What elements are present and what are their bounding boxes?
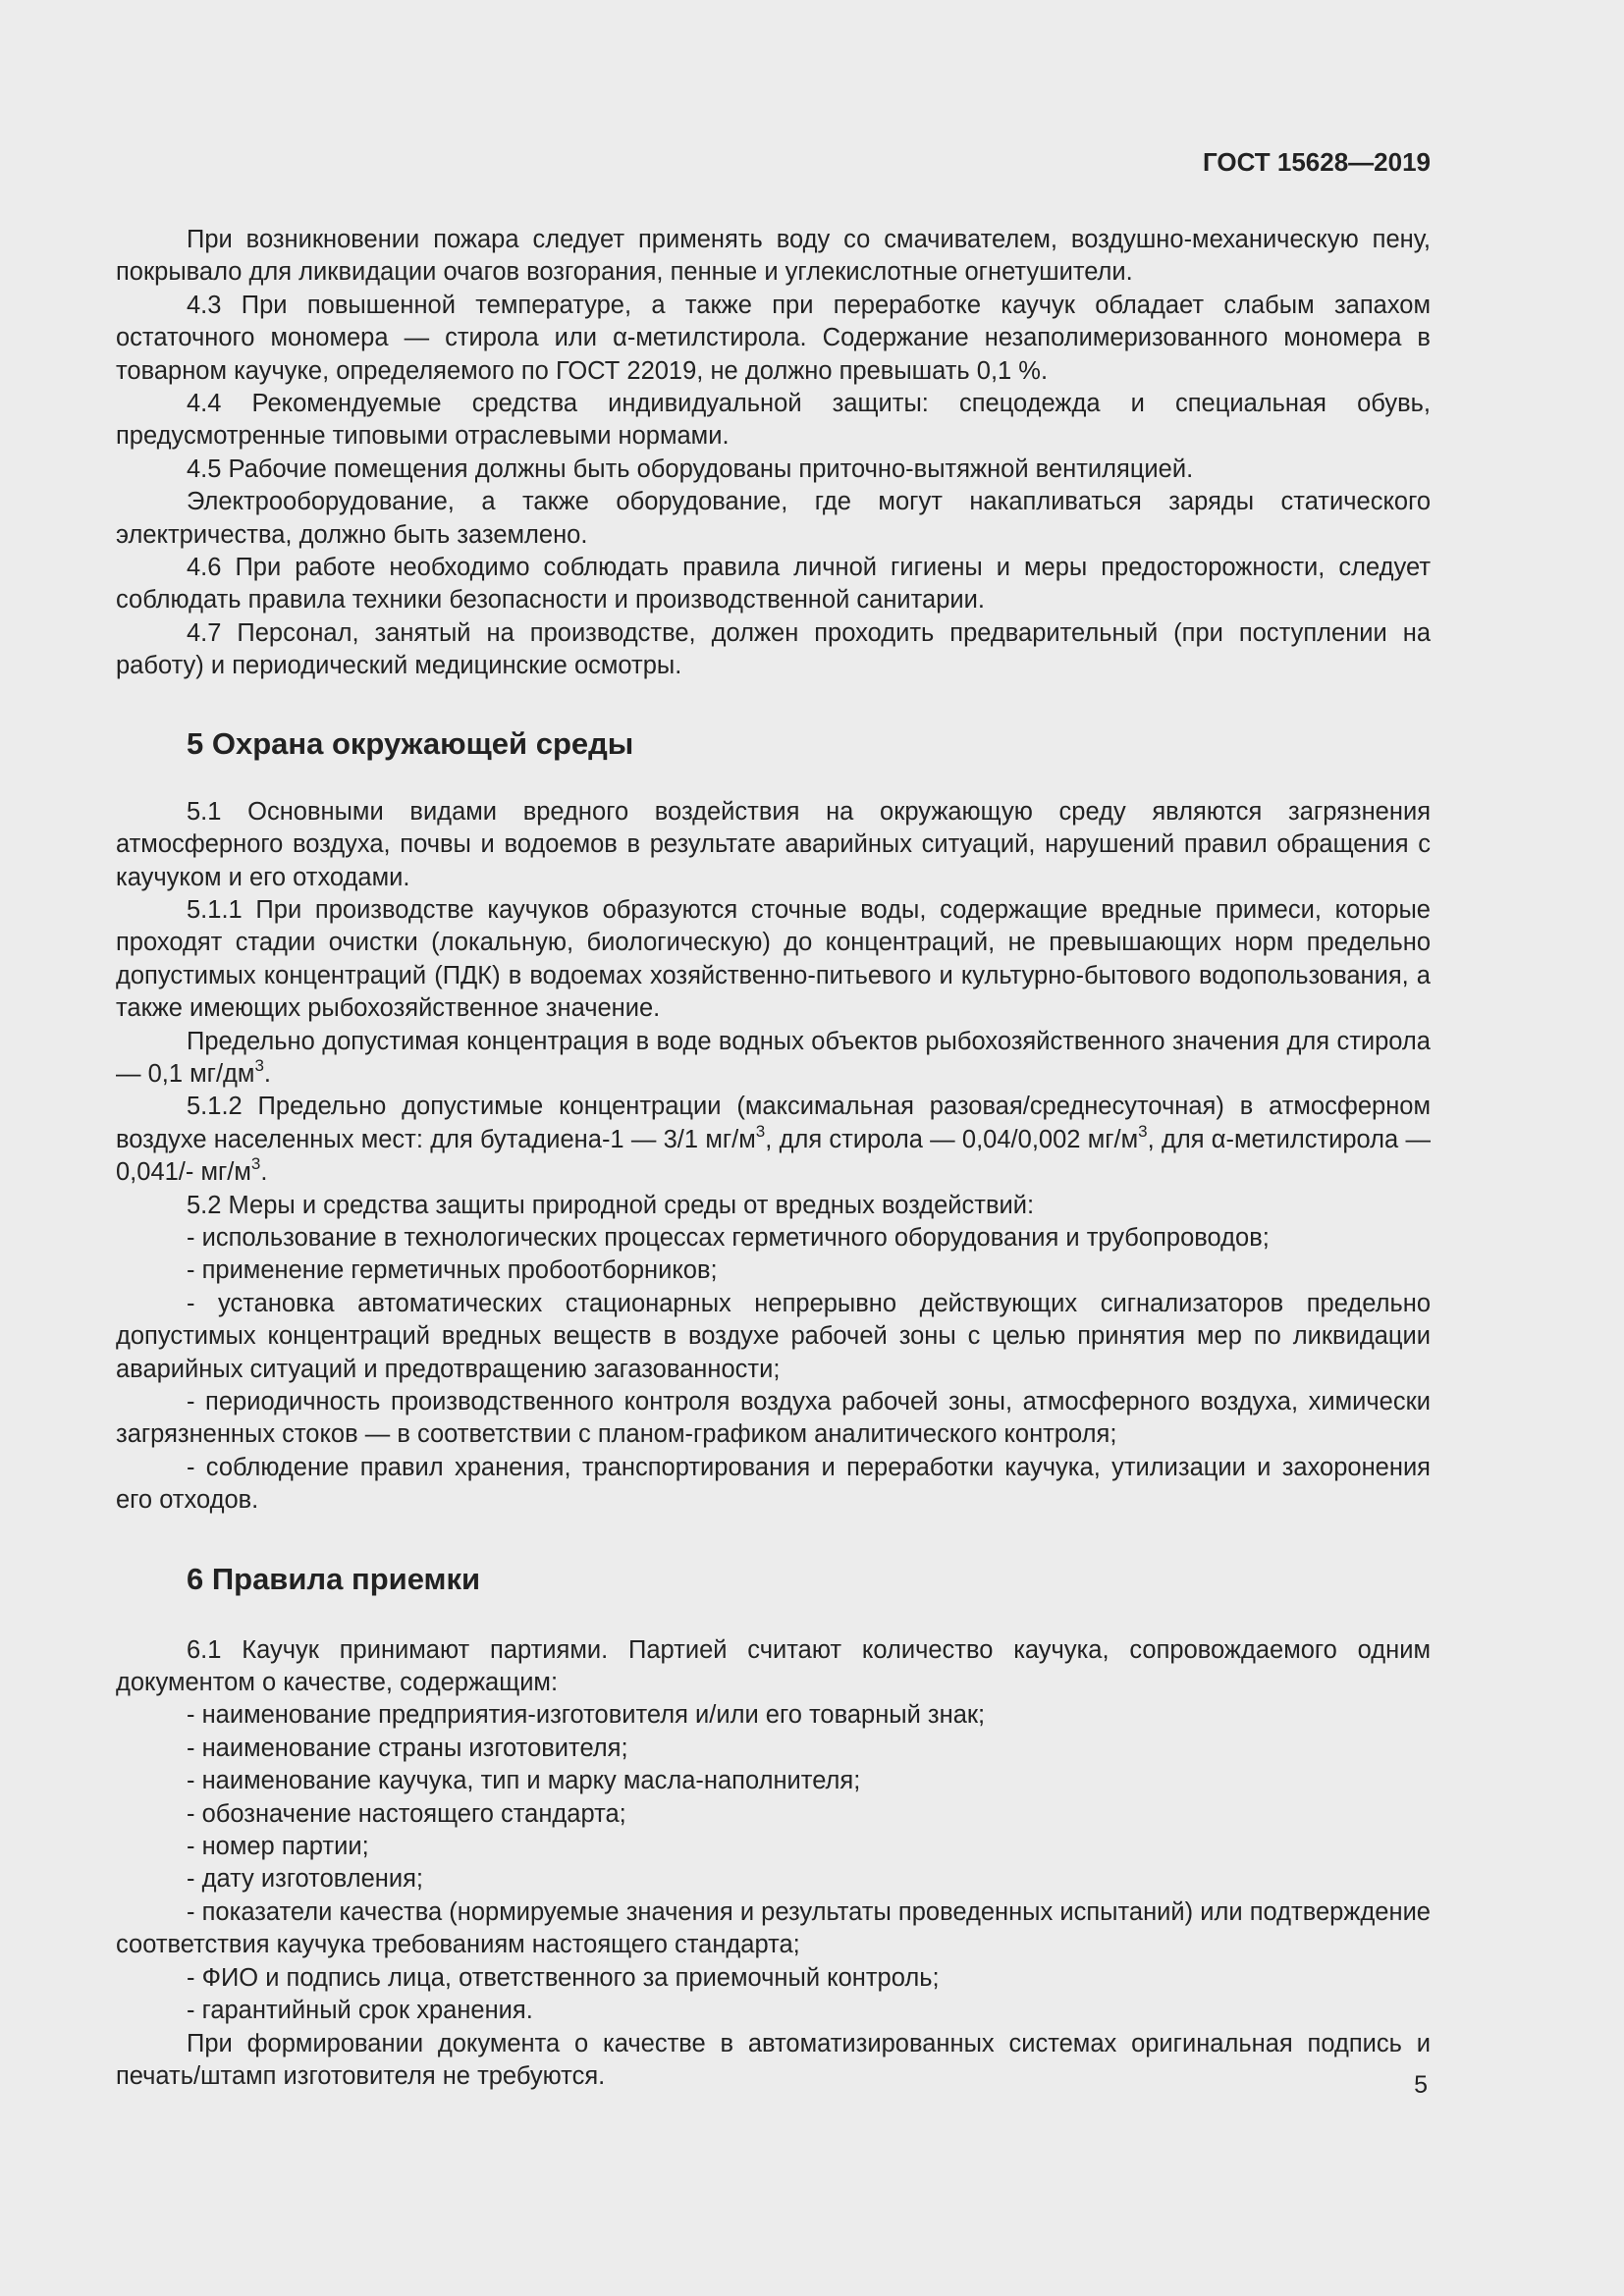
text-span: 5.1.2 Предельно допустимые концентрации (максимальная разовая/среднесуточная) в атмосферном воздухе населенных мест: для бутадиена-1 — 3/1 мг/м	[116, 1093, 1431, 1153]
superscript: 3	[755, 1121, 766, 1141]
list-item: - установка автоматических стационарных непрерывно действующих сигнализаторов предельно допустимых концентраций вредных веществ в воздухе рабочей зоны с целью принятия мер по ликвидации аварийных ситуаций и предотвращению загазованности;	[116, 1289, 1431, 1383]
list-item: - ФИО и подпись лица, ответственного за приемочный контроль;	[187, 1963, 940, 1992]
text-span: Предельно допустимая концентрация в воде водных объектов рыбохозяйственного значения для стирола — 0,1 мг/дм	[116, 1027, 1431, 1088]
paragraph-4-5: 4.5 Рабочие помещения должны быть оборудованы приточно-вытяжной вентиляцией.	[187, 454, 1194, 483]
section-5-heading: 5 Охрана окружающей среды	[187, 725, 634, 761]
list-item: - дату изготовления;	[187, 1865, 423, 1894]
alpha-symbol: α	[1211, 1125, 1226, 1153]
text-span: , для	[1147, 1125, 1212, 1153]
paragraph-5-1: 5.1 Основными видами вредного воздействия на окружающую среду являются загрязнения атмосферного воздуха, почвы и водоемов в результате аварийных ситуаций, нарушений правил обращения с каучуком и его отходами.	[116, 797, 1431, 891]
document-body	[116, 224, 1431, 2093]
paragraph-6-1: 6.1 Каучук принимают партиями. Партией считают количество каучука, сопровождаемого одним документом о качестве, содержащим:	[116, 1635, 1431, 1697]
list-item: - использование в технологических процессах герметичного оборудования и трубопроводов;	[187, 1223, 1270, 1252]
paragraph-5-1-2	[116, 1091, 1431, 1189]
superscript: 3	[254, 1055, 264, 1075]
list-item: - номер партии;	[187, 1833, 369, 1861]
list-item: - обозначение настоящего стандарта;	[187, 1799, 626, 1828]
text-span: -метилстирола. Содержание незаполимеризованного мономера в товарном каучуке, определяемого по ГОСТ 22019, не должно превышать 0,1 %.	[116, 324, 1431, 385]
list-item: - периодичность производственного контроля воздуха рабочей зоны, атмосферного воздуха, химически загрязненных стоков — в соответствии с планом-графиком аналитического контроля;	[116, 1388, 1431, 1449]
list-item: - наименование предприятия-изготовителя и/или его товарный знак;	[187, 1701, 986, 1730]
paragraph-4-4: 4.4 Рекомендуемые средства индивидуальной защиты: спецодежда и специальная обувь, предусмотренные типовыми отраслевыми нормами.	[116, 390, 1431, 451]
alpha-symbol: α	[613, 324, 627, 352]
text-span: -метилстирола — 0,041/- мг/м	[116, 1125, 1431, 1187]
list-item: - показатели качества (нормируемые значения и результаты проведенных испытаний) или подтверждение соответствия каучука требованиям настоящего стандарта;	[116, 1897, 1431, 1959]
text-span: .	[263, 1059, 272, 1088]
paragraph-5-1-1: 5.1.1 При производстве каучуков образуются сточные воды, содержащие вредные примеси, которые проходят стадии очистки (локальную, биологическую) до концентраций, не превышающих норм предельно допустимых концентраций (ПДК) в водоемах хозяйственно-питьевого и культурно-бытового водопользования, а также имеющих рыбохозяйственное значение.	[116, 895, 1431, 1023]
page-number: 5	[1414, 2071, 1428, 2099]
paragraph-4-7: 4.7 Персонал, занятый на производстве, должен проходить предварительный (при поступлении на работу) и периодический медицинские осмотры.	[116, 618, 1431, 680]
text-span: .	[260, 1158, 268, 1187]
superscript: 3	[250, 1154, 261, 1174]
text-span: 4.3 При повышенной температуре, а также при переработке каучук обладает слабым запахом остаточного мономера — стирола или	[116, 291, 1431, 352]
paragraph-closing: При формировании документа о качестве в автоматизированных системах оригинальная подпись и печать/штамп изготовителя не требуются.	[116, 2029, 1431, 2090]
superscript: 3	[1138, 1121, 1148, 1141]
section-6-heading: 6 Правила приемки	[187, 1561, 481, 1596]
list-item: - гарантийный срок хранения.	[187, 1997, 533, 2025]
paragraph-fire: При возникновении пожара следует применять воду со смачивателем, воздушно-механическую пену, покрывало для ликвидации очагов возгорания, пенные и углекислотные огнетушители.	[116, 226, 1431, 287]
document-id: ГОСТ 15628—2019	[1203, 147, 1431, 177]
paragraph-4-3	[116, 290, 1431, 388]
paragraph-4-5-electro: Электрооборудование, а также оборудование, где могут накапливаться заряды статического электричества, должно быть заземлено.	[116, 488, 1431, 549]
list-item: - наименование страны изготовителя;	[187, 1734, 628, 1762]
list-item: - применение герметичных пробоотборников;	[187, 1256, 718, 1285]
text-span: , для стирола — 0,04/0,002 мг/м	[765, 1125, 1139, 1153]
paragraph-4-6: 4.6 При работе необходимо соблюдать правила личной гигиены и меры предосторожности, следует соблюдать правила техники безопасности и производственной санитарии.	[116, 554, 1431, 614]
list-item: - наименование каучука, тип и марку масла-наполнителя;	[187, 1767, 861, 1795]
paragraph-5-2: 5.2 Меры и средства защиты природной среды от вредных воздействий:	[187, 1191, 1035, 1219]
paragraph-pdk-styrene	[116, 1026, 1431, 1092]
list-item: - соблюдение правил хранения, транспортирования и переработки каучука, утилизации и захоронения его отходов.	[116, 1453, 1431, 1515]
